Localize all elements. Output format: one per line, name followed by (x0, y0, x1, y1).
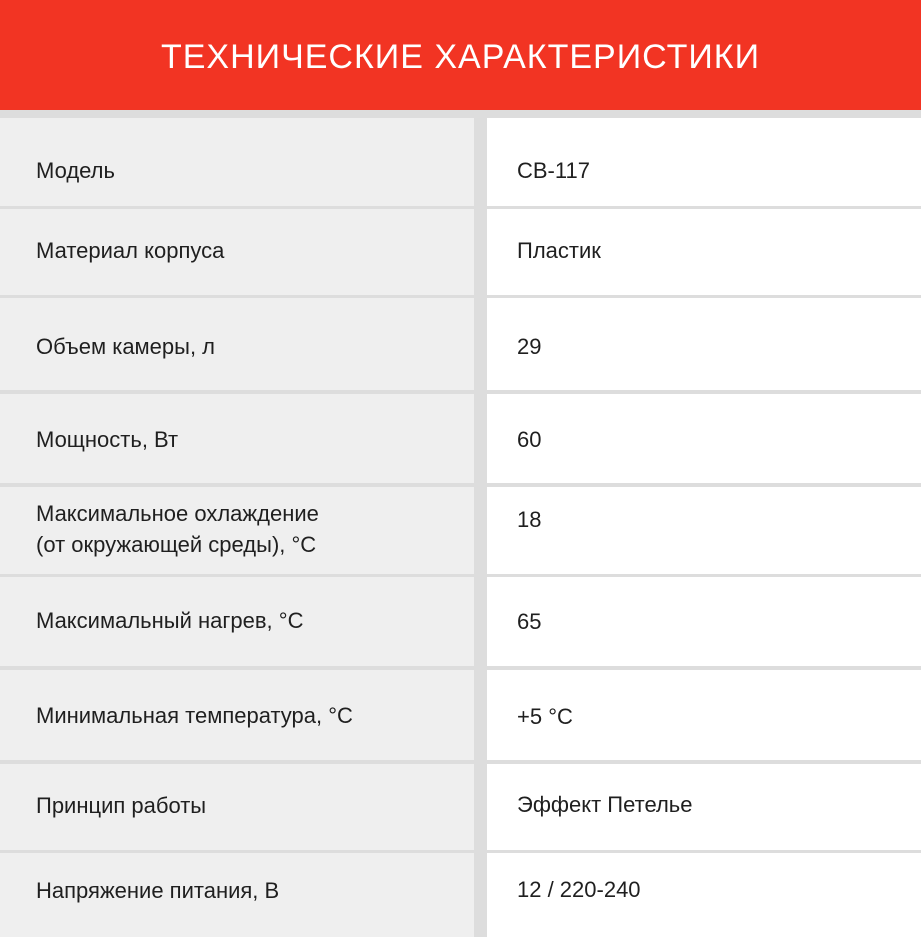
spec-label-cell (0, 577, 474, 666)
spec-label-cell (0, 670, 474, 760)
spec-row-body-material (0, 209, 921, 295)
spec-label-cell (0, 764, 474, 850)
spec-value: +5 °С (517, 704, 573, 729)
spec-row-max-heating (0, 577, 921, 666)
spec-label-cell (0, 298, 474, 390)
spec-label: Мощность, Вт (36, 427, 179, 452)
spec-row-model (0, 118, 921, 206)
spec-label-cell (0, 209, 474, 295)
spec-value-cell (487, 298, 921, 390)
spec-label: Минимальная температура, °С (36, 703, 353, 728)
spec-value-cell (487, 394, 921, 483)
spec-value: 65 (517, 609, 542, 634)
spec-value-cell (487, 670, 921, 760)
spec-row-chamber-volume (0, 298, 921, 390)
spec-label: Принцип работы (36, 793, 207, 818)
spec-value: CB-117 (517, 158, 590, 183)
spec-value-cell (487, 577, 921, 666)
spec-label-cell (0, 487, 474, 574)
spec-label-cell (0, 118, 474, 206)
spec-value: 12 / 220-240 (517, 877, 641, 902)
spec-value: 29 (517, 334, 542, 359)
spec-value: 60 (517, 427, 542, 452)
spec-row-min-temperature (0, 670, 921, 760)
spec-value: 18 (517, 507, 542, 532)
spec-value-cell (487, 764, 921, 850)
spec-value-cell (487, 487, 921, 574)
spec-row-operating-principle (0, 764, 921, 850)
spec-value: Пластик (517, 238, 601, 263)
spec-table (0, 110, 921, 937)
spec-label: Объем камеры, л (36, 334, 216, 359)
spec-label: Модель (36, 158, 115, 183)
spec-row-supply-voltage (0, 853, 921, 937)
spec-label-cell (0, 394, 474, 483)
spec-label-cell (0, 853, 474, 937)
spec-value-cell (487, 853, 921, 937)
spec-label: Максимальное охлаждение (от окружающей среды), °С (36, 501, 319, 557)
page-title: ТЕХНИЧЕСКИЕ ХАРАКТЕРИСТИКИ (160, 37, 761, 76)
spec-value-cell (487, 118, 921, 206)
spec-value: Эффект Петелье (517, 792, 693, 817)
spec-label: Максимальный нагрев, °С (36, 608, 304, 633)
spec-label: Напряжение питания, В (36, 878, 280, 903)
spec-header (0, 0, 921, 110)
spec-value-cell (487, 209, 921, 295)
spec-row-max-cooling (0, 487, 921, 574)
spec-label: Материал корпуса (36, 238, 225, 263)
spec-row-power (0, 394, 921, 483)
